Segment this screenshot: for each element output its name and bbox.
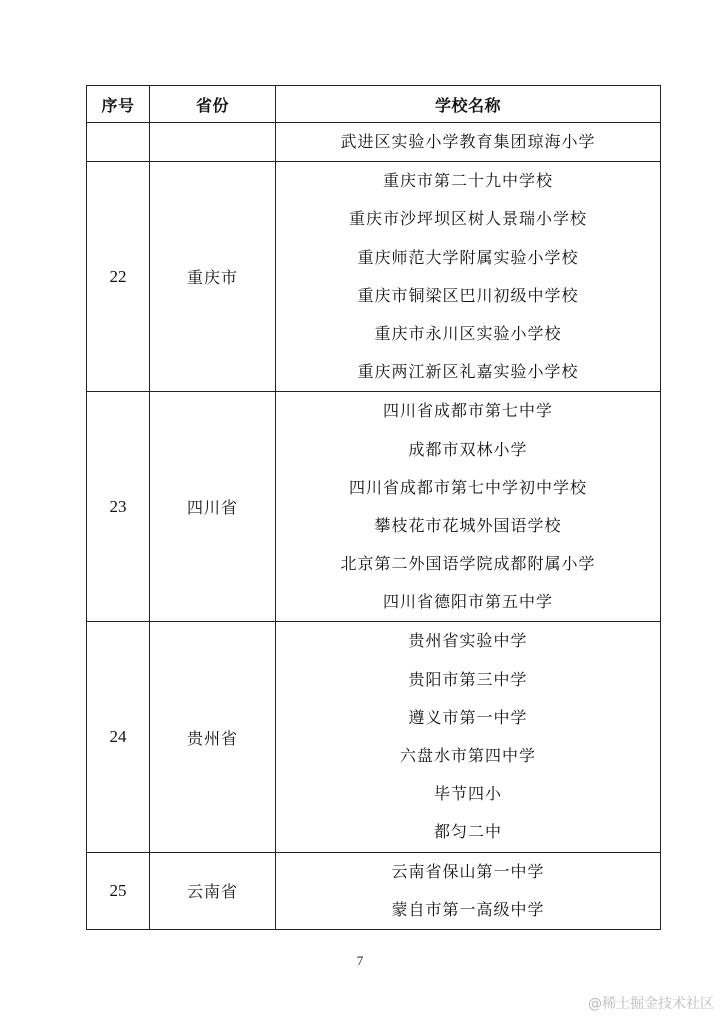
- school-name: 成都市双林小学: [408, 439, 528, 459]
- header-school-name: 学校名称: [276, 86, 661, 123]
- header-province: 省份: [150, 86, 276, 123]
- header-seq: 序号: [87, 86, 150, 123]
- school-name: 四川省德阳市第五中学: [382, 592, 553, 612]
- table-row: [87, 392, 661, 622]
- school-name: 四川省成都市第七中学初中学校: [348, 477, 587, 497]
- watermark: @稀土掘金技术社区: [588, 996, 714, 1012]
- school-name: 武进区实验小学教育集团琼海小学: [340, 132, 596, 151]
- seq-cell: 25: [87, 852, 150, 929]
- school-name: 重庆市第二十九中学校: [382, 171, 553, 191]
- school-name: 蒙自市第一高级中学: [391, 899, 545, 919]
- school-name: 六盘水市第四中学: [399, 746, 536, 765]
- school-cell: [276, 392, 661, 622]
- school-name: 贵阳市第三中学: [408, 669, 528, 689]
- province-cell: 云南省: [150, 852, 276, 929]
- province-cell: [150, 123, 276, 162]
- school-list-table: [86, 85, 661, 930]
- school-name: 四川省成都市第七中学: [382, 401, 553, 421]
- table-header-row: [87, 86, 661, 123]
- school-name: 重庆市沙坪坝区树人景瑞小学校: [348, 209, 587, 229]
- school-name: 重庆市永川区实验小学校: [374, 323, 562, 343]
- province-cell: 贵州省: [150, 622, 276, 852]
- table-body: [87, 123, 661, 930]
- seq-cell: 24: [87, 622, 150, 852]
- table-row: [87, 622, 661, 852]
- school-name: 毕节四小: [433, 784, 502, 804]
- seq-cell: [87, 123, 150, 162]
- seq-cell: 22: [87, 162, 150, 392]
- school-cell: [276, 123, 661, 162]
- school-name: 重庆两江新区礼嘉实验小学校: [357, 362, 579, 382]
- seq-cell: 23: [87, 392, 150, 622]
- school-name: 都匀二中: [433, 822, 502, 842]
- school-name: 云南省保山第一中学: [391, 861, 545, 881]
- school-cell: [276, 852, 661, 929]
- school-name: 北京第二外国语学院成都附属小学: [340, 554, 596, 574]
- table-row: [87, 162, 661, 392]
- table-row-continuation: [87, 123, 661, 162]
- school-cell: [276, 162, 661, 392]
- school-cell: [276, 622, 661, 852]
- school-name: 遵义市第一中学: [408, 707, 528, 727]
- school-name: 重庆市铜梁区巴川初级中学校: [357, 285, 579, 305]
- province-cell: 重庆市: [150, 162, 276, 392]
- school-name: 重庆师范大学附属实验小学校: [357, 247, 579, 267]
- school-name: 贵州省实验中学: [408, 631, 528, 651]
- table-row: [87, 852, 661, 929]
- province-cell: 四川省: [150, 392, 276, 622]
- page-number: 7: [356, 953, 364, 968]
- school-name: 攀枝花市花城外国语学校: [374, 515, 562, 535]
